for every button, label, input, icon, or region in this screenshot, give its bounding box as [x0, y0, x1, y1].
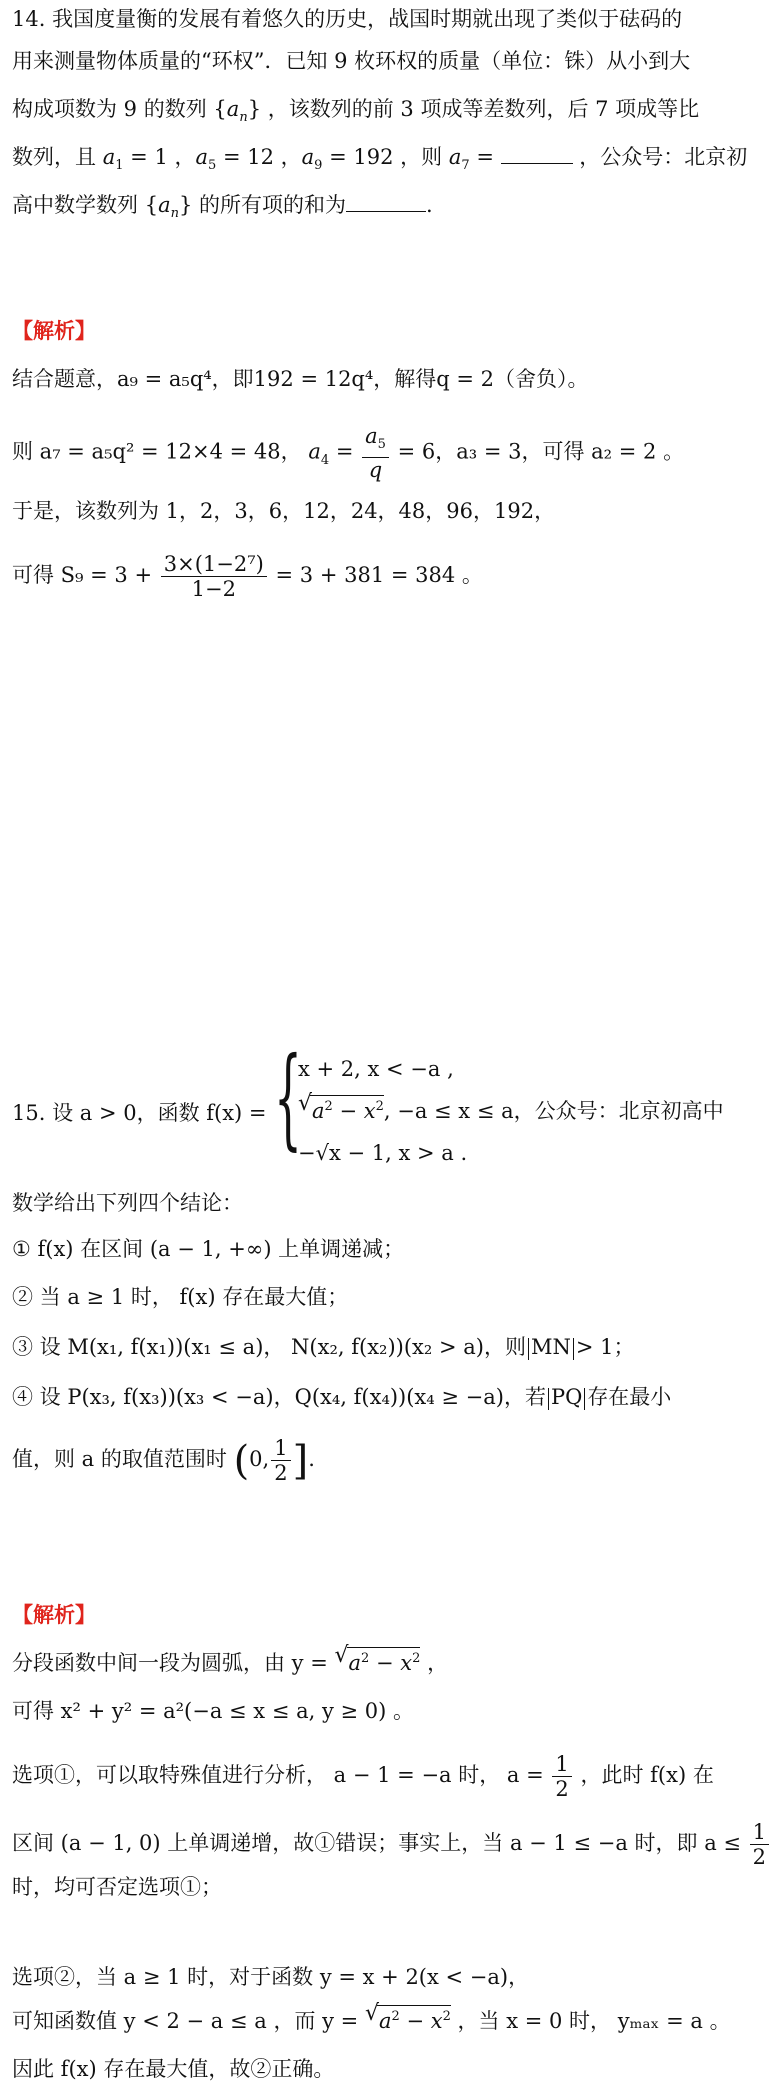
jiexi-label-14: 【解析】	[12, 318, 96, 343]
s15-line-3: 选项①，可以取特殊值进行分析， a − 1 = −a 时， a = $\frac{1}{2}$ ，此时 f(x) 在	[12, 1752, 714, 1801]
s15-line-5: 时，均可否定选项①；	[12, 1875, 222, 1899]
q15-option-4-cont: 值，则 a 的取值范围时 (0, $\frac{1}{2}$ ].	[12, 1436, 315, 1485]
s14-line-1: 结合题意，a₉ = a₅q⁴，即192 = 12q⁴，解得q = 2（舍负）。	[12, 367, 589, 391]
fraction-geometric-sum: $\frac{\text{3×(1−2⁷)}}{1-2}$	[161, 552, 267, 601]
fraction-a5-over-q: $\frac{a_5}{q}$	[362, 424, 389, 482]
q14-line-4: 数列，且 $a_1 = 1$ ，$a_5 = 12$ ，$a_9 = 192$ ，则 $a_7$ = ，公众号：北京初	[12, 145, 748, 174]
q14-line-1: 14. 我国度量衡的发展有着悠久的历史，战国时期就出现了类似于砝码的	[12, 7, 683, 31]
s15-line-1: 分段函数中间一段为圆弧，由 y = √ $a^2 - x^2$ ，	[12, 1646, 688, 1680]
q15-option-1: ① f(x) 在区间 (a − 1, +∞) 上单调递减；	[12, 1237, 405, 1261]
s14-line-4: 可得 S₉ = 3 + $\frac{\text{3×(1−2⁷)}}{1-2}$ = 3 + 381 = 384 。	[12, 552, 483, 601]
q14-line-5: 高中数学数列 $\{a_n\}$ 的所有项的和为 .	[12, 193, 433, 222]
s15-line-6: 选项②，当 a ≥ 1 时，对于函数 y = x + 2(x < −a)，	[12, 1965, 530, 1989]
s15-line-2: 可得 x² + y² = a²(−a ≤ x ≤ a, y ≥ 0) 。	[12, 1699, 415, 1723]
answer-blank-1	[501, 145, 573, 164]
answer-blank-2	[346, 193, 426, 212]
q15-option-3: ③ 设 M(x₁, f(x₁))(x₁ ≤ a)， N(x₂, f(x₂))(x₂ > a)，则 MN > 1；	[12, 1335, 635, 1359]
s14-line-3: 于是，该数列为 1，2，3，6，12，24，48，96，192，	[12, 499, 556, 523]
q15-line-2: 数学给出下列四个结论：	[12, 1191, 243, 1215]
sequence-an: $\{a_n\}$	[213, 97, 262, 126]
s15-line-4: 区间 (a − 1, 0) 上单调递增，故①错误；事实上，当 a − 1 ≤ −a 时，即 a ≤ $\frac{1}{2}$	[12, 1820, 688, 1869]
q14-line-3: 构成项数为 9 的数列 $\{a_n\}$ ，该数列的前 3 项成等差数列，后 7 项成等比	[12, 97, 700, 126]
left-brace: {	[274, 1033, 302, 1161]
s15-line-7: 可知函数值 y < 2 − a ≤ a ，而 y = √ $a^2 - x^2$ ，当 x = 0 时， yₘₐₓ = a 。	[12, 2004, 688, 2038]
q15-function-definition: 15. 设 a > 0，函数 f(x) = { x + 2, x < −a , √ $a^2 - x^2$, −a ≤ x ≤ a，公众号：北京初高中 −√x − 1, x > a .	[12, 1048, 692, 1168]
q14-line-2: 用来测量物体质量的“环权”．已知 9 枚环权的质量（单位：铢）从小到大	[12, 49, 691, 73]
q15-option-4: ④ 设 P(x₃, f(x₃))(x₃ < −a)，Q(x₄, f(x₄))(x₄ ≥ −a)，若 PQ 存在最小	[12, 1385, 672, 1409]
s15-line-8: 因此 f(x) 存在最大值，故②正确。	[12, 2057, 335, 2081]
s14-line-2: 则 a₇ = a₅q² = 12×4 = 48， $a_4$ = $\frac{a_5}{q}$ = 6，a₃ = 3，可得 a₂ = 2 。	[12, 424, 685, 483]
jiexi-label-15: 【解析】	[12, 1602, 96, 1627]
q15-option-2: ② 当 a ≥ 1 时， f(x) 存在最大值；	[12, 1285, 349, 1309]
